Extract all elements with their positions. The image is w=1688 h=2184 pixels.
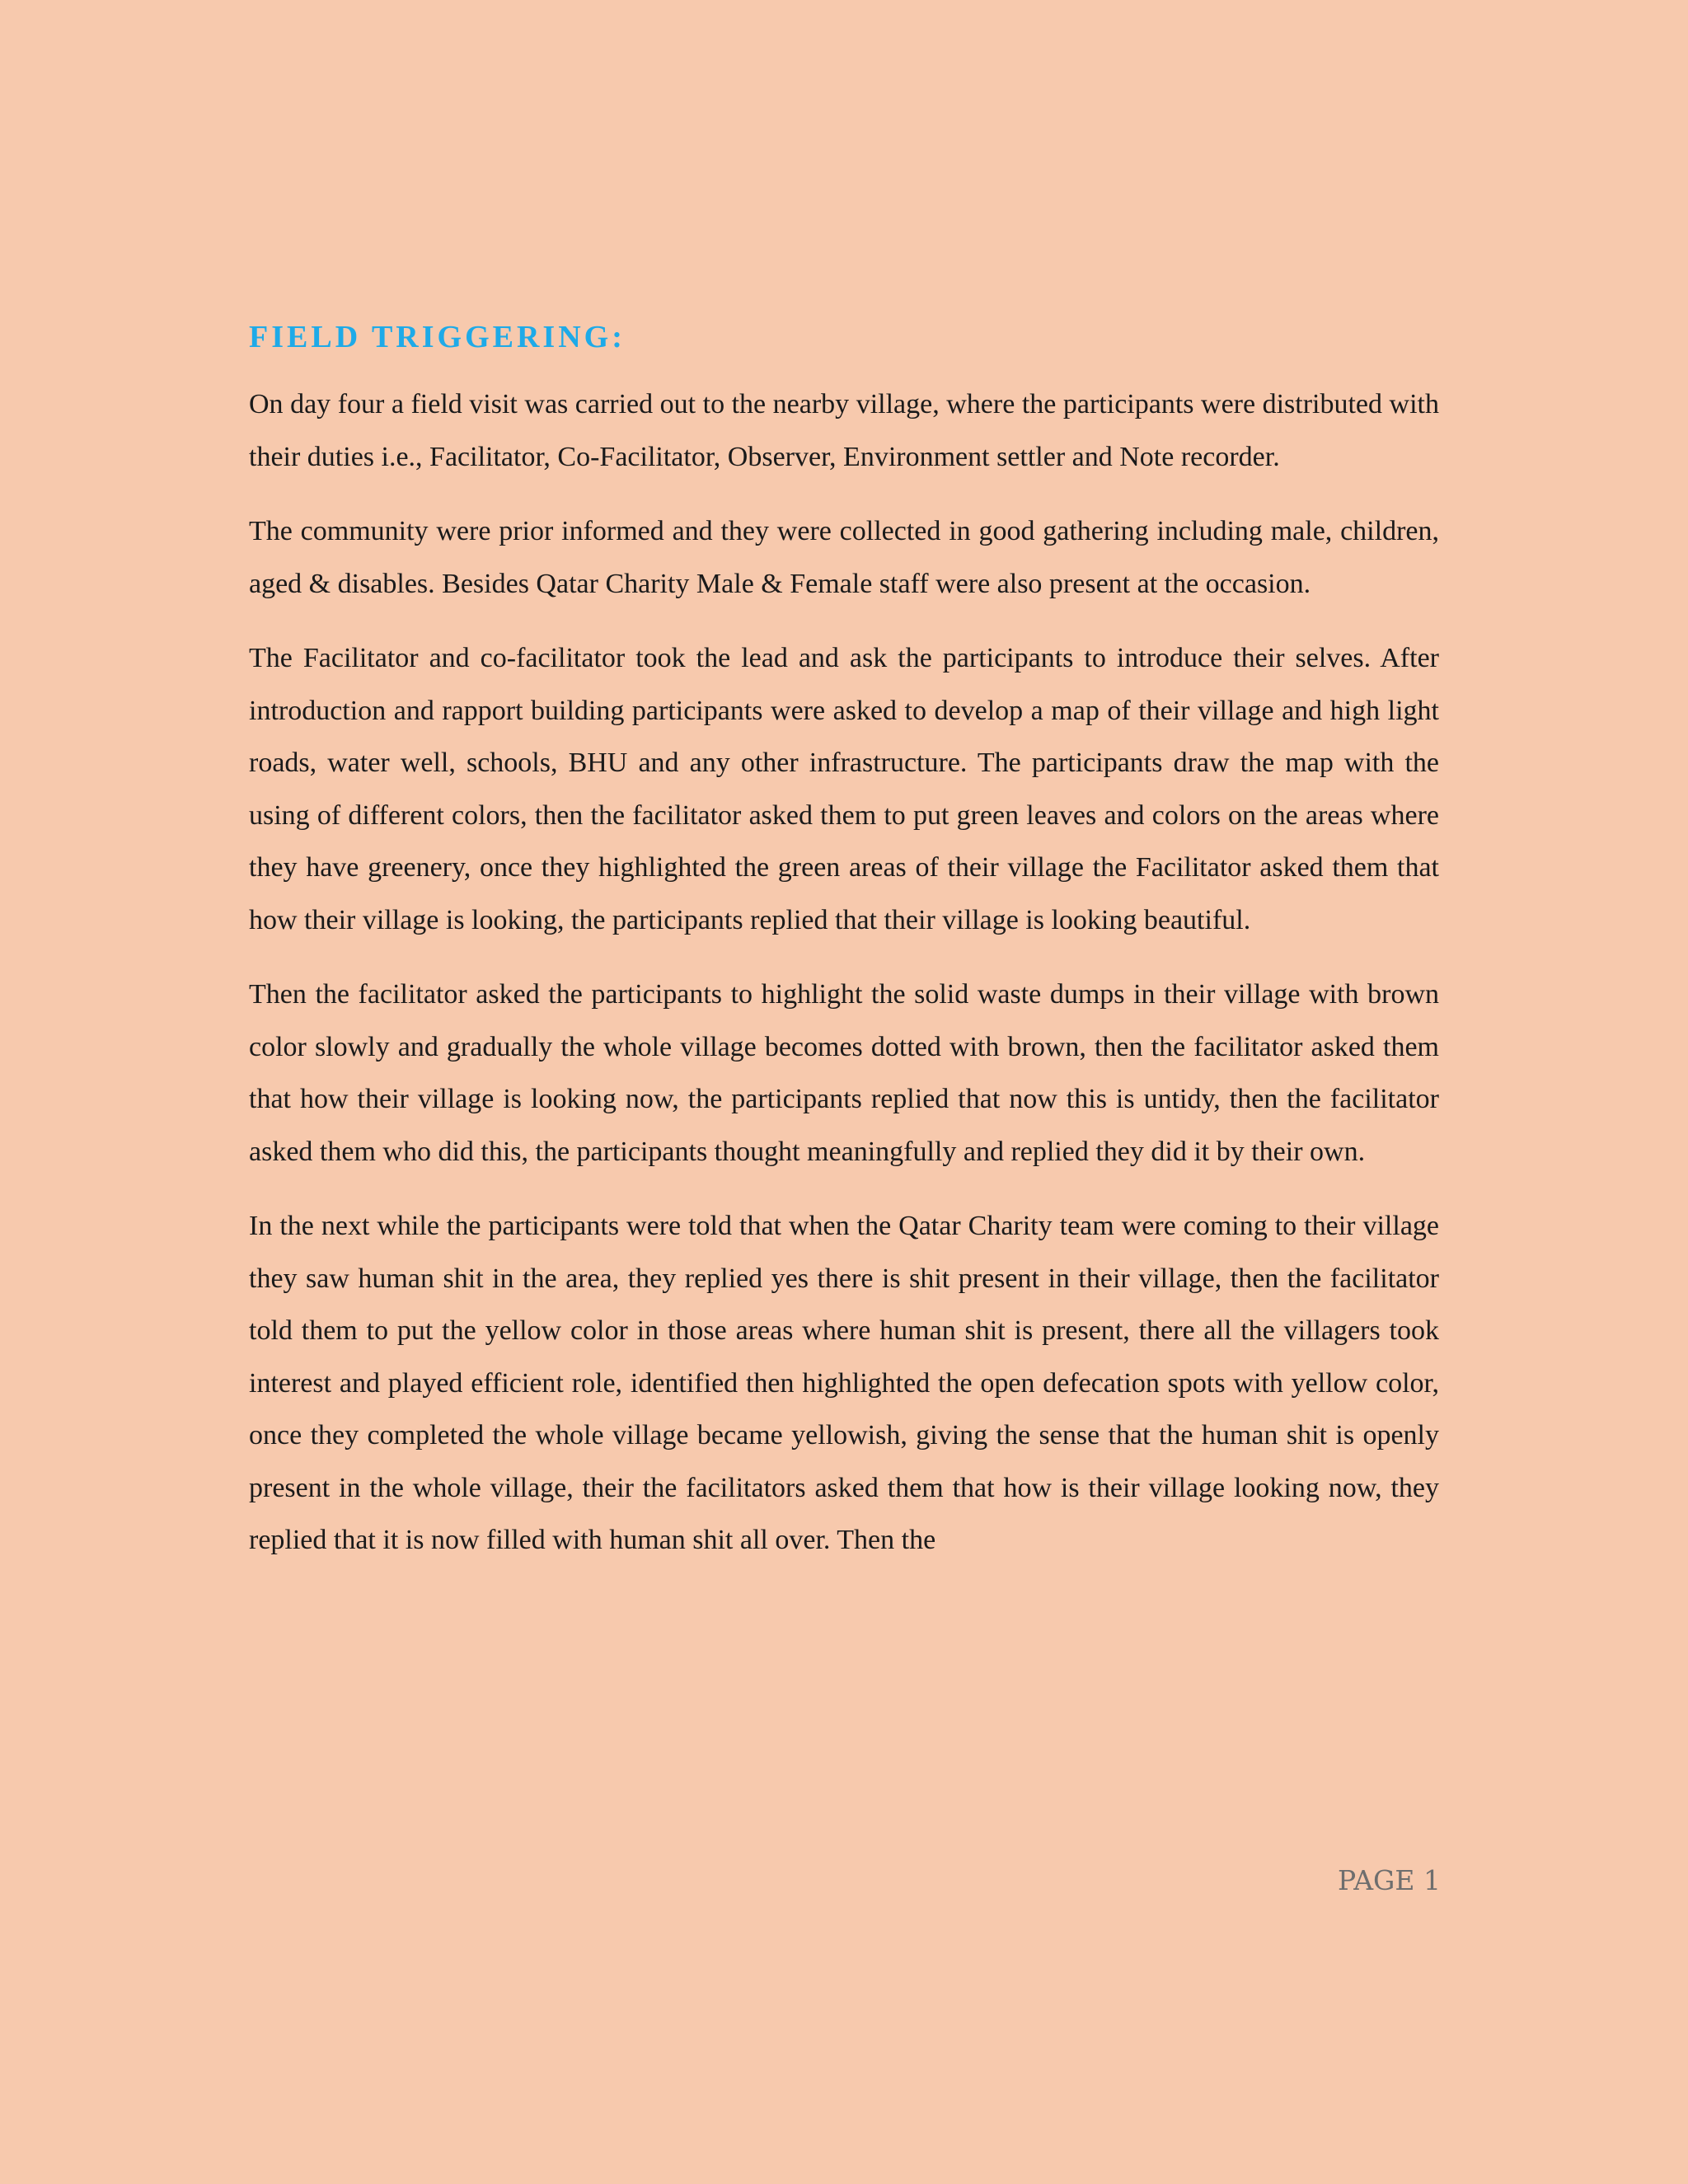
page-content: [249, 317, 1439, 1589]
paragraph: The community were prior informed and they were collected in good gathering including male, children, aged & disables. Besides Qatar Charity Male & Female staff were also present at the occasion.: [249, 516, 1439, 599]
paragraph: Then the facilitator asked the participants to highlight the solid waste dumps in their village with brown color slowly and gradually the whole village becomes dotted with brown, then the facilitator asked them that how their village is looking now, the participants replied that now this is untidy, then the facilitator asked them who did this, the participants thought meaningfully and replied they did it by their own.: [249, 979, 1439, 1167]
page-number: PAGE 1: [1338, 1864, 1441, 1896]
paragraph: In the next while the participants were told that when the Qatar Charity team were coming to their village they saw human shit in the area, they replied yes there is shit present in their village, then the facilitator told them to put the yellow color in those areas where human shit is present, there all the villagers took interest and played efficient role, identified then highlighted the open defecation spots with yellow color, once they completed the whole village became yellowish, giving the sense that the human shit is openly present in the whole village, their the facilitators asked them that how is their village looking now, they replied that it is now filled with human shit all over. Then the: [249, 1211, 1439, 1555]
section-heading: FIELD TRIGGERING:: [249, 320, 626, 354]
paragraph: On day four a field visit was carried out to the nearby village, where the participants were distributed with their duties i.e., Facilitator, Co-Facilitator, Observer, Environment settler and Note recorder.: [249, 389, 1439, 472]
paragraph: The Facilitator and co-facilitator took the lead and ask the participants to introduce their selves. After introduction and rapport building participants were asked to develop a map of their village and high light roads, water well, schools, BHU and any other infrastructure. The participants draw the map with the using of different colors, then the facilitator asked them to put green leaves and colors on the areas where they have greenery, once they highlighted the green areas of their village the Facilitator asked them that how their village is looking, the participants replied that their village is looking beautiful.: [249, 643, 1439, 935]
